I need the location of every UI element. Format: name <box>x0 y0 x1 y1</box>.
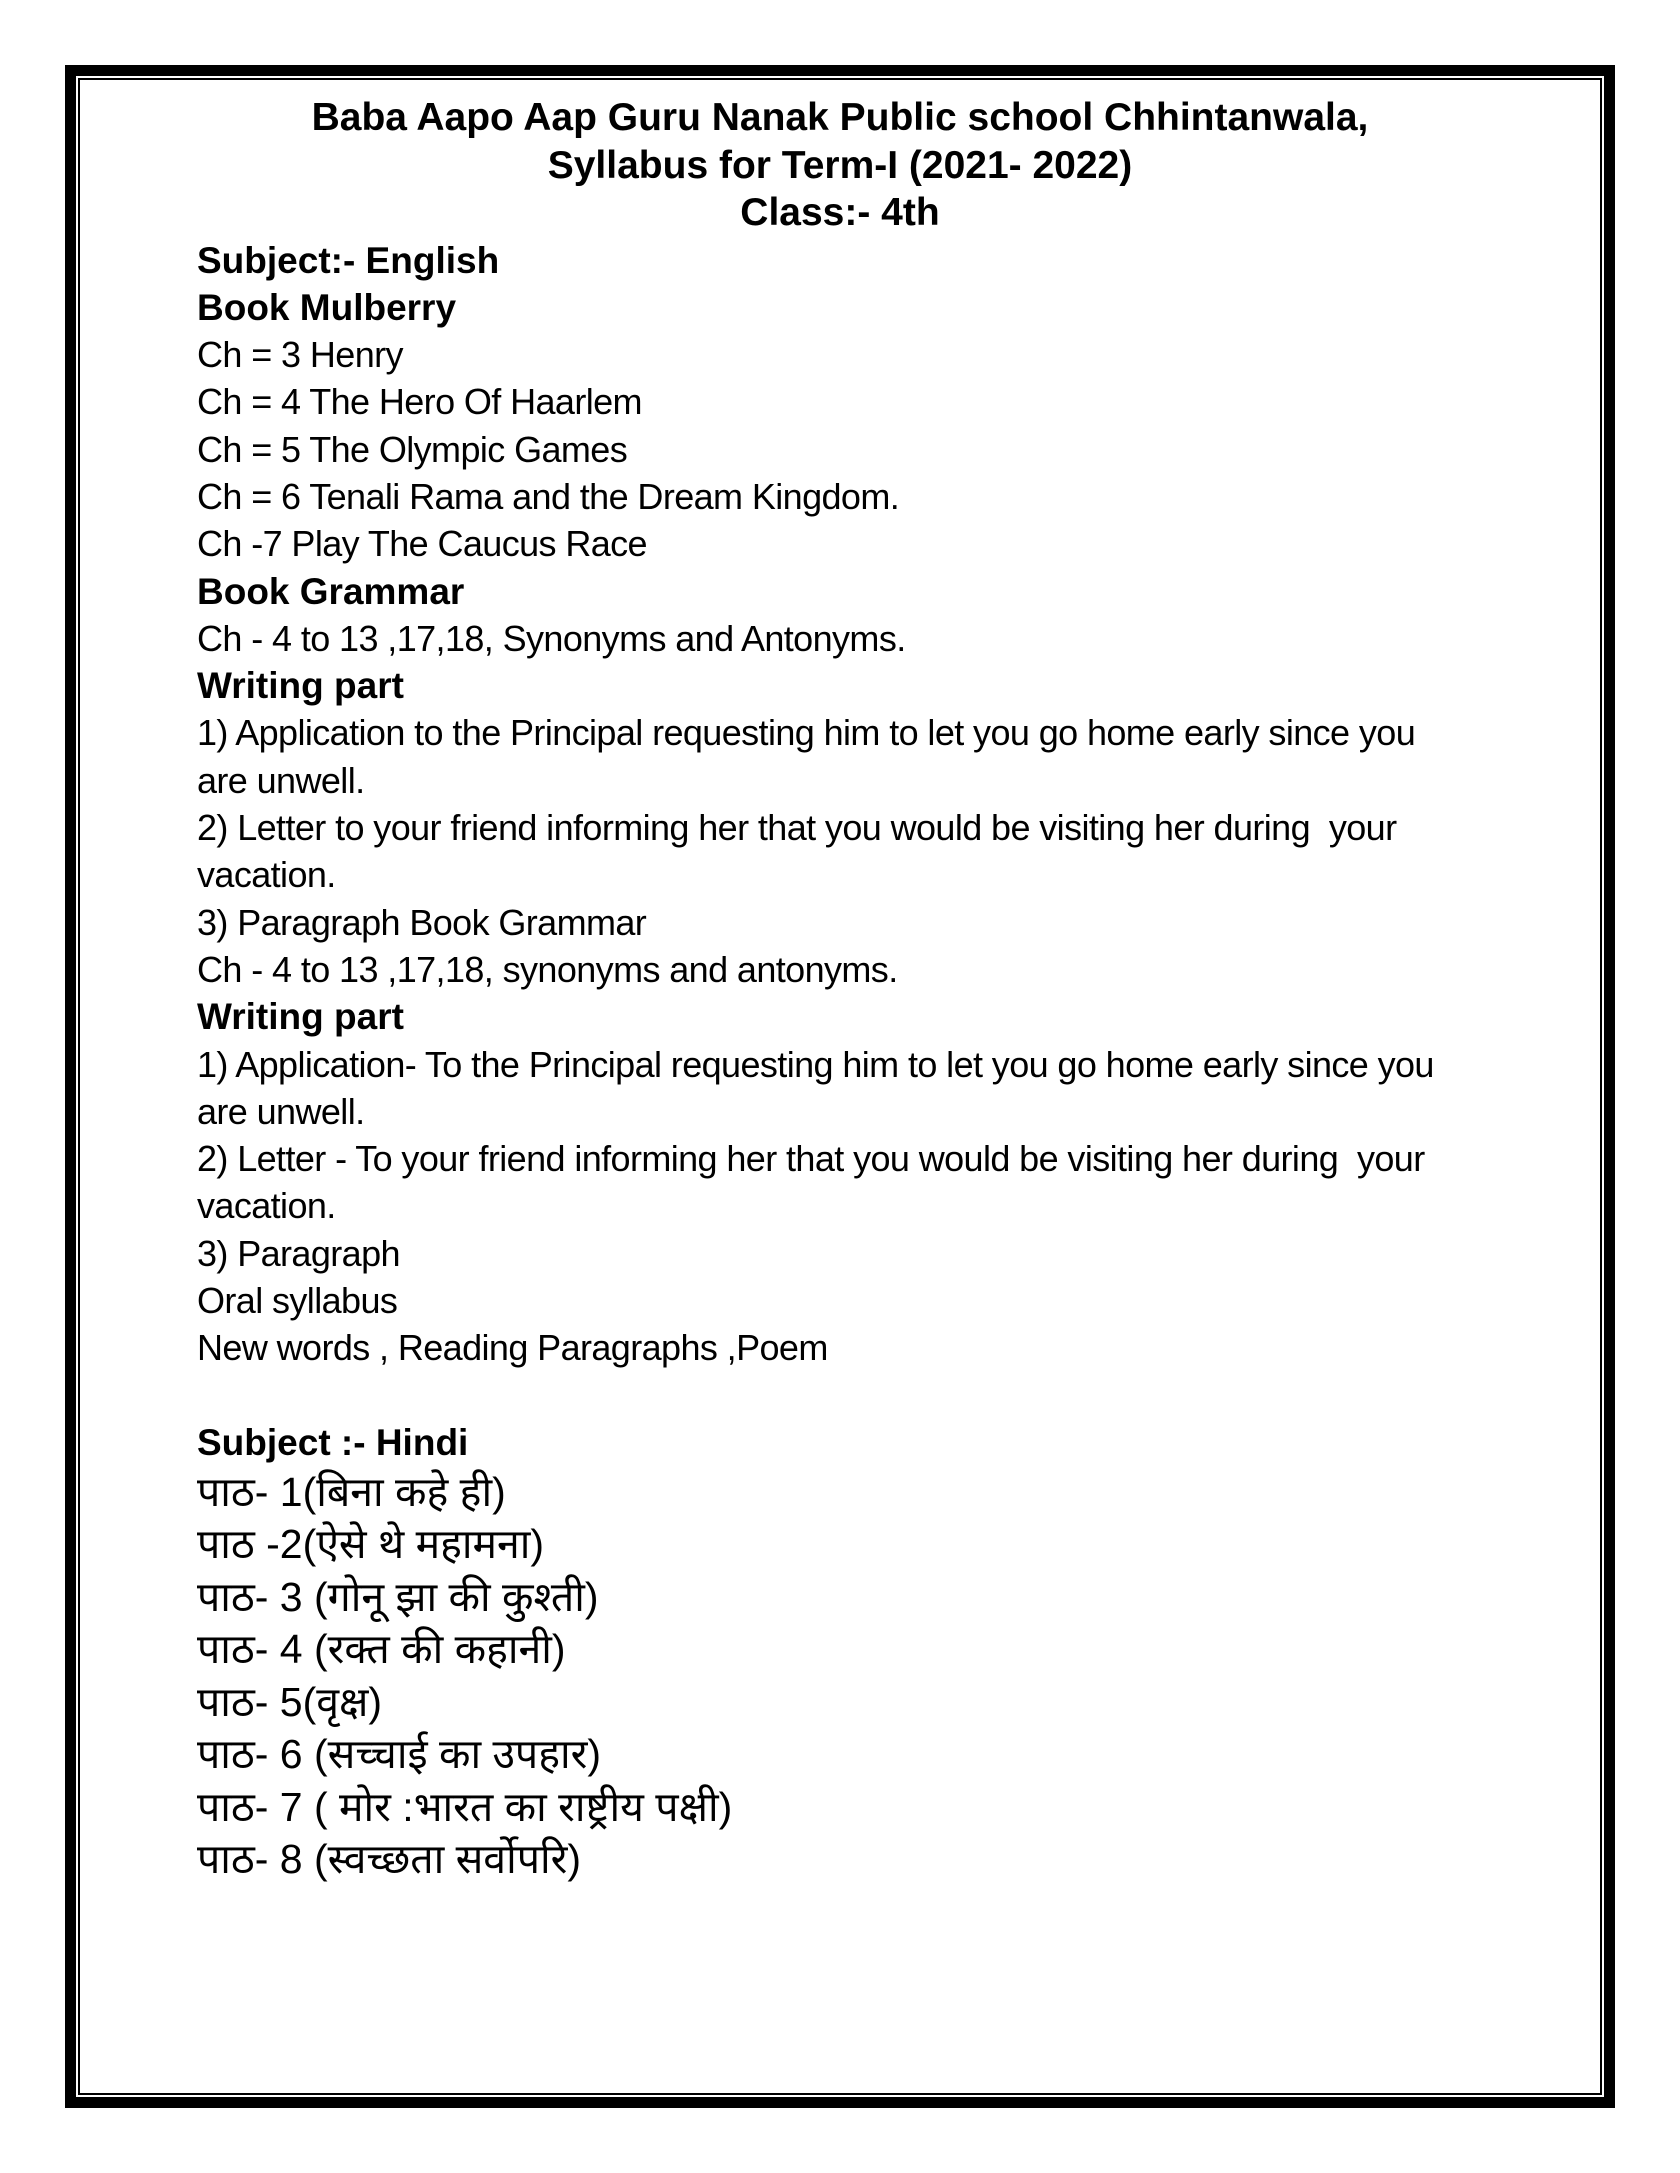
class-title: Class:- 4th <box>740 191 940 234</box>
hindi-chapter-line: पाठ- 5(वृक्ष) <box>197 1678 383 1725</box>
mulberry-chapter-line: Ch = 3 Henry <box>197 334 403 376</box>
writing-part-2-line: 1) Application- To the Principal requesting him to let you go home early since you <box>197 1043 1434 1085</box>
writing-part-1-line: vacation. <box>197 854 336 896</box>
grammar-chapter-line: Ch - 4 to 13 ,17,18, Synonyms and Antonyms. <box>197 617 906 659</box>
writing-part-1-line: 3) Paragraph Book Grammar <box>197 901 647 943</box>
hindi-chapter-line: पाठ- 7 ( मोर :भारत का राष्ट्रीय पक्षी) <box>197 1783 733 1830</box>
hindi-chapter-line: पाठ -2(ऐसे थे महामना) <box>197 1521 545 1568</box>
section-gap <box>197 1372 1482 1419</box>
mulberry-chapter-line: Ch -7 Play The Caucus Race <box>197 523 647 565</box>
document-header <box>78 78 1602 237</box>
writing-part-2-line: New words , Reading Paragraphs ,Poem <box>197 1327 828 1369</box>
writing-part-2-line: are unwell. <box>197 1090 365 1132</box>
writing-part-1-line: Ch - 4 to 13 ,17,18, synonyms and antonyms. <box>197 948 898 990</box>
hindi-chapter-line: पाठ- 6 (सच्चाई का उपहार) <box>197 1731 602 1778</box>
document-body <box>78 78 1602 1886</box>
mulberry-chapter-line: Ch = 4 The Hero Of Haarlem <box>197 381 642 423</box>
hindi-chapter-line: पाठ- 4 (रक्त की कहानी) <box>197 1626 566 1673</box>
writing-part-1-line: are unwell. <box>197 759 365 801</box>
writing-part-2-line: 2) Letter - To your friend informing her that you would be visiting her during your <box>197 1138 1425 1180</box>
writing-part-1-line: 2) Letter to your friend informing her that you would be visiting her during your <box>197 807 1397 849</box>
mulberry-chapter-line: Ch = 5 The Olympic Games <box>197 428 628 470</box>
syllabus-title: Syllabus for Term-I (2021- 2022) <box>547 143 1133 187</box>
book-mulberry-heading: Book Mulberry <box>197 286 457 328</box>
hindi-subject-heading: Subject :- Hindi <box>197 1421 469 1463</box>
writing-part-2-line: Oral syllabus <box>197 1280 398 1322</box>
english-subject-heading: Subject:- English <box>197 239 500 281</box>
writing-part-2-line: vacation. <box>197 1185 336 1227</box>
writing-part-2-heading: Writing part <box>197 996 404 1038</box>
hindi-chapter-line: पाठ- 1(बिना कहे ही) <box>197 1468 506 1515</box>
writing-part-1-line: 1) Application to the Principal requesting him to let you go home early since you <box>197 712 1416 754</box>
writing-part-2-line: 3) Paragraph <box>197 1232 400 1274</box>
hindi-chapter-line: पाठ- 3 (गोनू झा की कुश्ती) <box>197 1573 599 1620</box>
school-name: Baba Aapo Aap Guru Nanak Public school Chhintanwala, <box>311 96 1369 139</box>
hindi-chapter-line: पाठ- 8 (स्वच्छता सर्वोपरि) <box>197 1836 582 1883</box>
syllabus-content <box>78 237 1602 1886</box>
book-grammar-heading: Book Grammar <box>197 570 465 612</box>
writing-part-1-heading: Writing part <box>197 665 404 707</box>
mulberry-chapter-line: Ch = 6 Tenali Rama and the Dream Kingdom. <box>197 475 900 517</box>
